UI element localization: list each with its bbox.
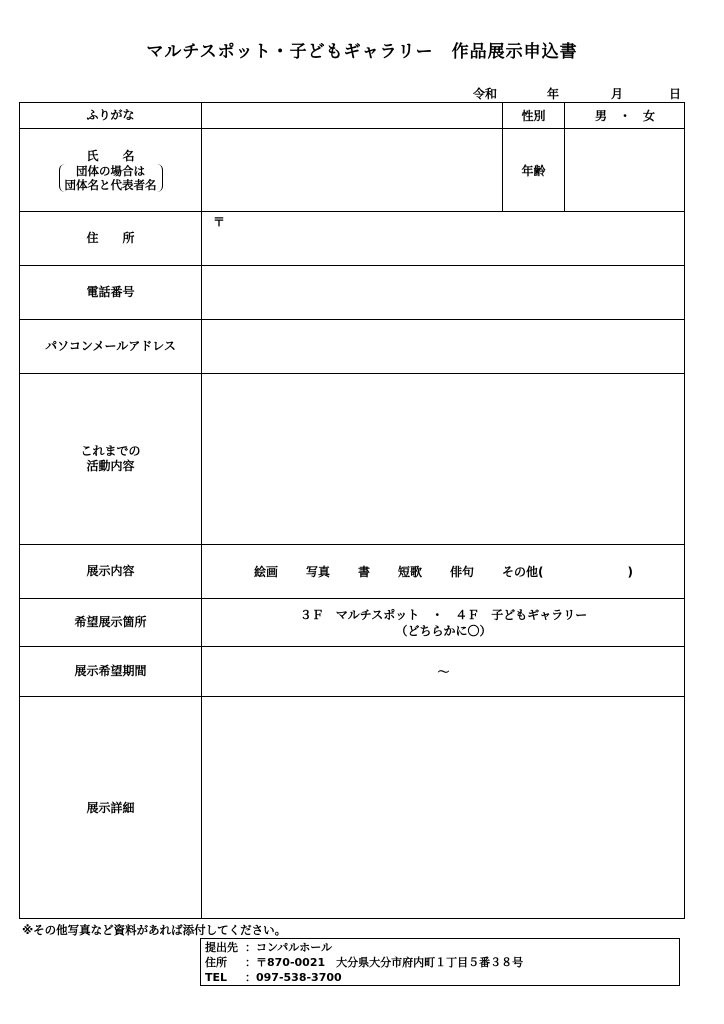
- content-option-other[interactable]: その他( ): [502, 565, 634, 579]
- details-field[interactable]: [202, 697, 685, 919]
- age-field[interactable]: [565, 129, 685, 211]
- address-label: 住 所: [86, 231, 135, 245]
- content-label: 展示内容: [86, 564, 135, 578]
- address-field[interactable]: [202, 212, 685, 265]
- submission-address: [205, 955, 675, 970]
- name-field[interactable]: [202, 129, 502, 211]
- email-field[interactable]: [202, 320, 685, 373]
- content-option-haiku[interactable]: 俳句: [450, 565, 475, 579]
- history-field[interactable]: [202, 374, 685, 544]
- tel-value: ：097-538-3700: [245, 971, 342, 984]
- name-label-note: 団体の場合は: [76, 163, 145, 178]
- address-key: 住所: [205, 956, 227, 969]
- details-label: 展示詳細: [86, 800, 135, 815]
- form-title: マルチスポット・子どもギャラリー 作品展示申込書: [146, 42, 578, 62]
- email-label: パソコンメールアドレス: [45, 339, 176, 353]
- name-label: [20, 129, 201, 211]
- location-note: （どちらかに〇）: [395, 623, 492, 638]
- name-label-note: 団体名と代表者名: [64, 177, 157, 192]
- content-options[interactable]: [202, 545, 685, 598]
- destination-value: ：コンパルホール: [245, 941, 333, 954]
- furigana-label: ふりがな: [86, 108, 135, 122]
- gender-options[interactable]: 男 ・ 女: [594, 109, 655, 123]
- content-option-painting[interactable]: 絵画: [253, 565, 278, 579]
- content-option-calligraphy[interactable]: 書: [358, 565, 371, 579]
- tel-key: TEL: [205, 971, 228, 984]
- postal-mark: 〒: [213, 215, 226, 229]
- location-label: 希望展示箇所: [74, 615, 147, 629]
- content-option-tanka[interactable]: 短歌: [398, 565, 423, 579]
- history-label: [20, 374, 201, 544]
- phone-field[interactable]: [202, 266, 685, 319]
- name-label-line: 氏 名: [86, 148, 135, 163]
- period-label: 展示希望期間: [74, 664, 147, 678]
- age-label: 年齢: [521, 163, 546, 178]
- date-month: 月: [611, 87, 624, 101]
- submission-destination: [205, 940, 675, 955]
- date-year: 年: [547, 87, 560, 101]
- location-value[interactable]: ３Ｆ マルチスポット ・ ４Ｆ 子どもギャラリー: [299, 607, 588, 622]
- address-value: ：〒870-0021 大分県大分市府内町１丁目５番３８号: [245, 956, 524, 969]
- application-form-table: [19, 102, 685, 919]
- phone-label: 電話番号: [86, 285, 135, 299]
- destination-key: 提出先: [205, 941, 238, 954]
- submission-tel: [205, 970, 675, 985]
- location-options[interactable]: [202, 599, 685, 646]
- date-era: 令和: [473, 87, 498, 101]
- furigana-field[interactable]: [202, 103, 502, 128]
- history-label-line: 活動内容: [86, 459, 135, 473]
- content-option-photo[interactable]: 写真: [305, 565, 330, 579]
- history-label-line: これまでの: [80, 444, 141, 458]
- attachment-note: ※その他写真など資料があれば添付してください。: [22, 923, 287, 937]
- gender-label: 性別: [521, 109, 546, 123]
- period-field[interactable]: ～: [437, 665, 450, 679]
- date-day: 日: [669, 87, 682, 101]
- name-label-bracket: [59, 164, 163, 192]
- submission-box: [200, 938, 680, 986]
